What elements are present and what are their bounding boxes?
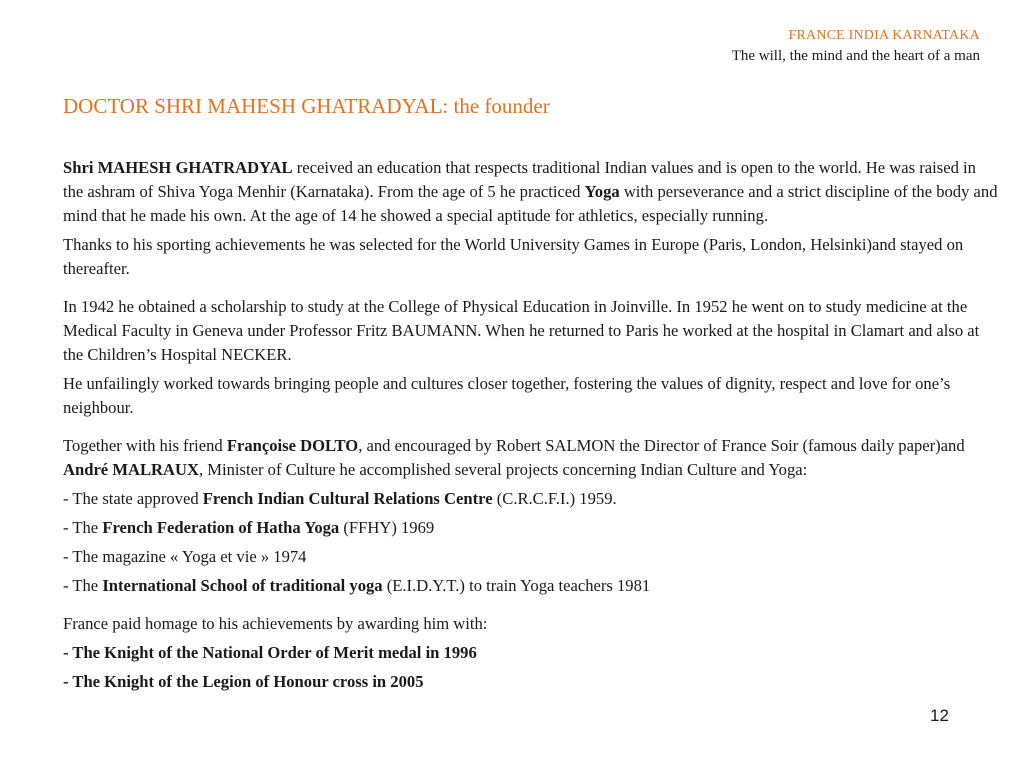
paragraph-sports: Thanks to his sporting achievements he was selected for the World University Games in Europe (Paris, London, Helsinki)and stayed on thereafter. [63,235,964,278]
list-item-project: - The International School of traditional yoga (E.I.D.Y.T.) to train Yoga teachers 1981 [63,576,651,595]
slide-title: DOCTOR SHRI MAHESH GHATRADYAL: the founder [63,94,550,118]
paragraph-studies: In 1942 he obtained a scholarship to study at the College of Physical Education in Joinville. In 1952 he went on to study medicine at the Medical Faculty in Geneva under Professor Fritz BAUMANN. When he returned to Paris he worked at the hospital in Clamart and also at the Children’s Hospital NECKER. [63,297,980,364]
founder-name: Shri MAHESH GHATRADYAL [63,158,293,177]
award-item: - The Knight of the National Order of Merit medal in 1996 [63,643,477,662]
paragraph-education: Shri MAHESH GHATRADYAL received an education that respects traditional Indian values and is open to the world. He was raised in the ashram of Shiva Yoga Menhir (Karnataka). From the age of 5 he practiced Yoga with perseverance and a strict discipline of the body and mind that he made his own. At the age of 14 he showed a special aptitude for athletics, especially running. [63,158,998,225]
list-item-project: - The magazine « Yoga et vie » 1974 [63,547,307,566]
list-item-project: - The French Federation of Hatha Yoga (FFHY) 1969 [63,518,435,537]
page-number: 12 [930,706,949,725]
award-item: - The Knight of the Legion of Honour cross in 2005 [63,672,424,691]
paragraph-projects-intro: Together with his friend Françoise DOLTO, and encouraged by Robert SALMON the Director of France Soir (famous daily paper)and André MALRAUX, Minister of Culture he accomplished several projects concerning Indian Culture and Yoga: [63,436,965,479]
paragraph-homage: France paid homage to his achievements by awarding him with: [63,614,488,633]
slide-content [63,156,998,694]
header-org: FRANCE INDIA KARNATAKA [788,28,980,43]
header-tagline: The will, the mind and the heart of a man [731,48,980,64]
list-item-project: - The state approved French Indian Cultural Relations Centre (C.R.C.F.I.) 1959. [63,489,617,508]
paragraph-values: He unfailingly worked towards bringing people and cultures closer together, fostering the values of dignity, respect and love for one’s neighbour. [63,374,951,417]
